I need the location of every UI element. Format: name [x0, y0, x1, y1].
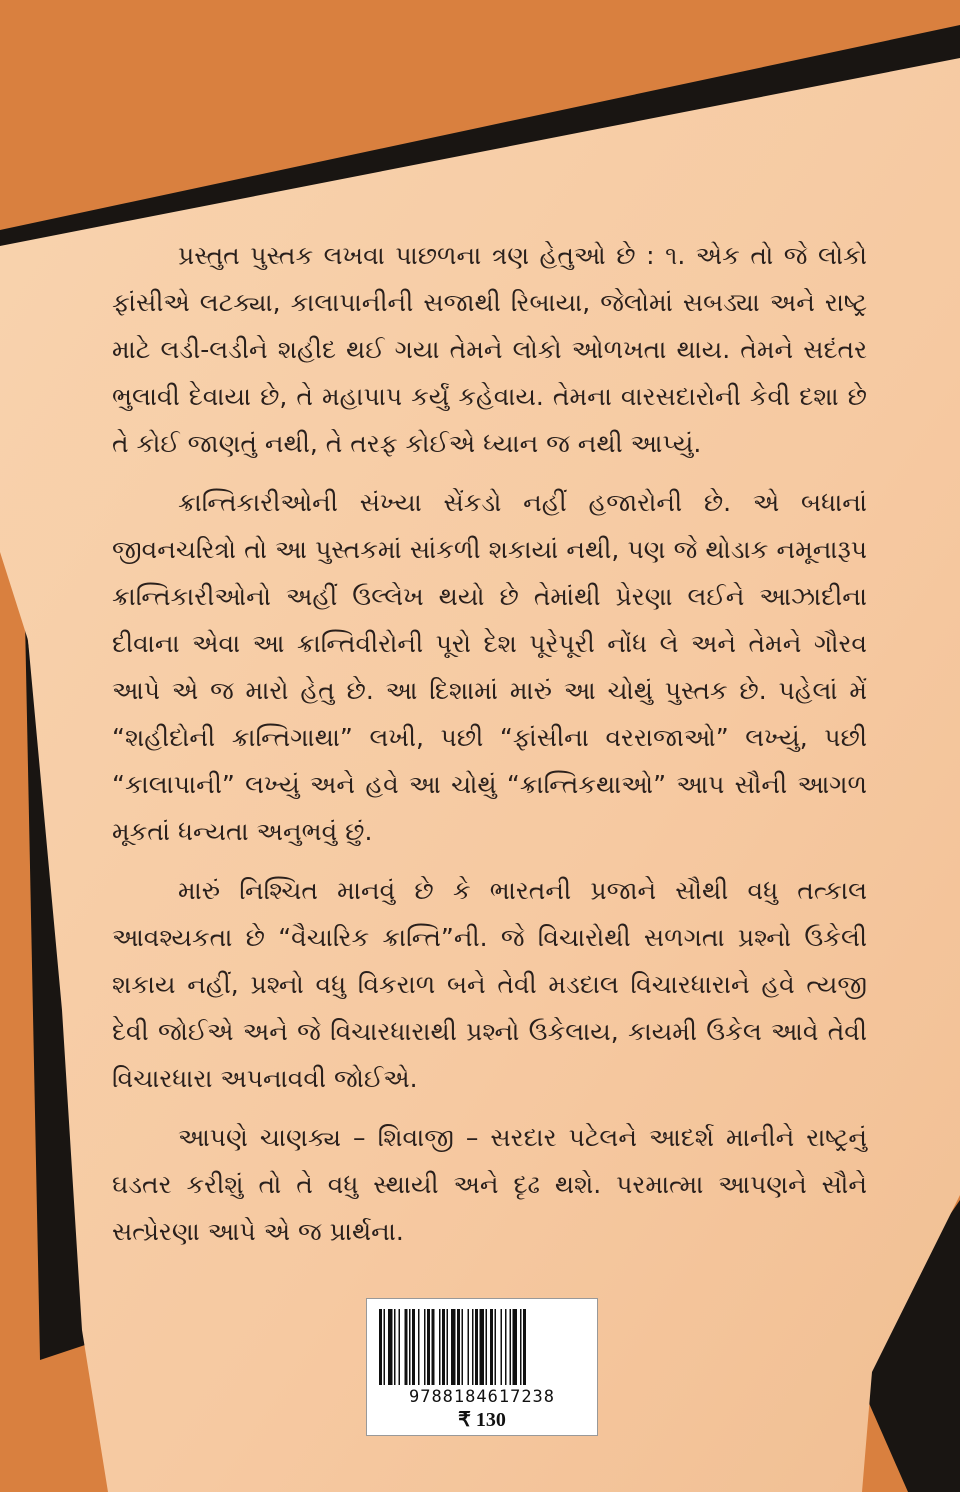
- barcode-bar: [379, 1309, 382, 1385]
- barcode-bar: [451, 1309, 456, 1385]
- barcode-bar: [462, 1309, 464, 1385]
- barcode-bar: [388, 1309, 393, 1385]
- barcode-bar: [513, 1309, 518, 1385]
- barcode-bar: [439, 1309, 441, 1385]
- paragraph-2: ક્રાન્તિકારીઓની સંખ્યા સેંકડો નહીં હજારોની છે. એ બધાનાં જીવનચરિત્રો તો આ પુસ્તકમાં સાંકળી શકાયાં નથી, પણ જે થોડાક નમૂનારૂપ ક્રાન્તિકારીઓનો અહીં ઉલ્લેખ થયો છે તેમાંથી પ્રેરણા લઈને આઝાદીના દીવાના એવા આ ક્રાન્તિવીરોની પૂરો દેશ પૂરેપૂરી નોંધ લે અને તેમને ગૌરવ આપે એ જ મારો હેતુ છે. આ દિશામાં મારું આ ચોથું પુસ્તક છે. પહેલાં મેં “શહીદોની ક્રાન્તિગાથા” લખી, પછી “ફાંસીના વરરાજાઓ” લખ્યું, પછી “કાલાપાની” લખ્યું અને હવે આ ચોથું “ક્રાન્તિકથાઓ” આપ સૌની આગળ મૂકતાં ધન્યતા અનુભવું છું.: [112, 488, 867, 846]
- barcode-bars: [377, 1309, 587, 1385]
- barcode-bar: [409, 1309, 411, 1385]
- barcode-bar: [490, 1309, 493, 1385]
- paragraph-4: આપણે ચાણક્ય – શિવાજી – સરદાર પટેલને આદર્શ માનીને રાષ્ટ્રનું ઘડતર કરીશું તો તે વધુ સ્થાયી અને દૃઢ થશે. પરમાત્મા આપણને સૌને સત્પ્રેરણા આપે એ જ પ્રાર્થના.: [112, 1123, 867, 1246]
- barcode-bar: [394, 1309, 396, 1385]
- barcode-bar: [523, 1309, 526, 1385]
- barcode-bar: [442, 1309, 445, 1385]
- barcode-bar: [399, 1309, 401, 1385]
- barcode-bar: [475, 1309, 478, 1385]
- barcode-bar: [505, 1309, 507, 1385]
- barcode-bar: [384, 1309, 386, 1385]
- barcode-bar: [447, 1309, 449, 1385]
- barcode-bar: [501, 1309, 503, 1385]
- barcode-bar: [472, 1309, 474, 1385]
- barcode-bar: [510, 1309, 512, 1385]
- barcode-bar: [486, 1309, 488, 1385]
- barcode-bar: [495, 1309, 497, 1385]
- barcode-bar: [520, 1309, 522, 1385]
- barcode-sticker: [366, 1298, 598, 1436]
- barcode-bar: [432, 1309, 435, 1385]
- paragraph-1: પ્રસ્તુત પુસ્તક લખવા પાછળના ત્રણ હેતુઓ છે : ૧. એક તો જે લોકો ફાંસીએ લટક્યા, કાલાપાનીની સજાથી રિબાયા, જેલોમાં સબડ્યા અને રાષ્ટ્ર માટે લડી-લડીને શહીદ થઈ ગયા તેમને લોકો ઓળખતા થાય. તેમને સદંતર ભુલાવી દેવાયા છે, તે મહાપાપ કર્યું કહેવાય. તેમના વારસદારોની કેવી દશા છે તે કોઈ જાણતું નથી, તે તરફ કોઈએ ધ્યાન જ નથી આપ્યું.: [112, 241, 867, 458]
- paragraph-3: મારું નિશ્ચિત માનવું છે કે ભારતની પ્રજાને સૌથી વધુ તત્કાલ આવશ્યકતા છે “વૈચારિક ક્રાન્તિ”ની. જે વિચારોથી સળગતા પ્રશ્નો ઉકેલી શકાય નહીં, પ્રશ્નો વધુ વિકરાળ બને તેવી મડદાલ વિચારધારાને હવે ત્યજી દેવી જોઈએ અને જે વિચારધારાથી પ્રશ્નો ઉકેલાય, કાયમી ઉકેલ આવે તેવી વિચારધારા અપનાવવી જોઈએ.: [112, 876, 867, 1093]
- barcode-bar: [418, 1309, 420, 1385]
- price-label: ₹ 130: [458, 1409, 506, 1431]
- barcode-bar: [424, 1309, 426, 1385]
- barcode-bar: [457, 1309, 460, 1385]
- barcode-bar: [480, 1309, 485, 1385]
- preface-text: [112, 232, 867, 1267]
- barcode-bar: [427, 1309, 430, 1385]
- barcode-bar: [412, 1309, 415, 1385]
- barcode-bar: [405, 1309, 408, 1385]
- isbn-number: 9788184617238: [408, 1387, 556, 1407]
- barcode-bar: [468, 1309, 470, 1385]
